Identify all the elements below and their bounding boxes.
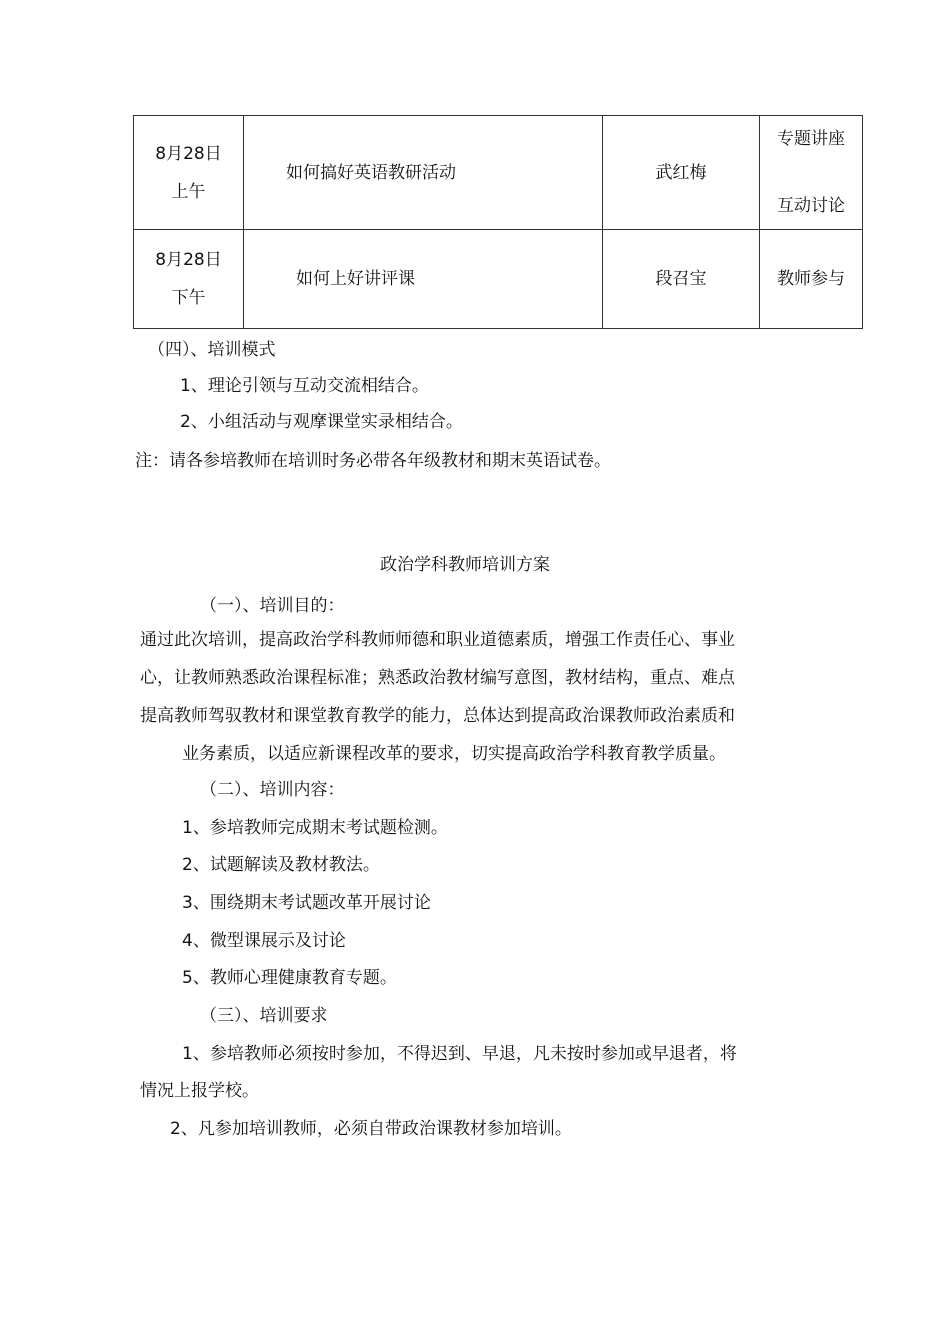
date-line: 8月28日 [155, 250, 222, 270]
content-heading: （二）、培训内容： [200, 780, 345, 800]
content-item: 1、参培教师完成期末考试题检测。 [182, 818, 448, 838]
content-item: 5、教师心理健康教育专题。 [182, 968, 397, 988]
goal-line: 提高教师驾驭教材和课堂教育教学的能力，总体达到提高政治课教师政治素质和 [140, 706, 735, 726]
topic-cell: 如何上好讲评课 [244, 230, 603, 329]
content-item: 2、试题解读及教材教法。 [182, 855, 380, 875]
topic-cell: 如何搞好英语教研活动 [244, 116, 603, 230]
mode-item: 1、理论引领与互动交流相结合。 [180, 376, 429, 396]
date-line: 8月28日 [155, 143, 222, 164]
format-line: 互动讨论 [777, 196, 845, 216]
note-text: 注：请各参培教师在培训时务必带各年级教材和期末英语试卷。 [135, 451, 611, 471]
goal-line: 通过此次培训，提高政治学科教师师德和职业道德素质，增强工作责任心、事业 [140, 630, 735, 650]
time-of-day: 下午 [171, 288, 206, 308]
mode-heading: （四）、培训模式 [148, 340, 276, 360]
time-of-day: 上午 [171, 181, 206, 202]
format-cell [760, 116, 863, 230]
requirement-heading: （三）、培训要求 [200, 1006, 328, 1026]
format-cell: 教师参与 [760, 230, 863, 329]
section-title: 政治学科教师培训方案 [380, 555, 550, 575]
goal-line: 心，让教师熟悉政治课程标准；熟悉政治教材编写意图，教材结构，重点、难点 [140, 668, 735, 688]
training-schedule-table [133, 115, 863, 329]
date-cell [134, 116, 244, 230]
mode-item: 2、小组活动与观摩课堂实录相结合。 [180, 412, 463, 432]
requirement-item-continued: 情况上报学校。 [140, 1081, 259, 1101]
table-row [134, 230, 863, 329]
goal-line: 业务素质，以适应新课程改革的要求，切实提高政治学科教育教学质量。 [182, 744, 726, 764]
content-item: 3、围绕期末考试题改革开展讨论 [182, 893, 431, 913]
requirement-item: 2、凡参加培训教师，必须自带政治课教材参加培训。 [170, 1119, 572, 1139]
table-row [134, 116, 863, 230]
content-item: 4、微型课展示及讨论 [182, 931, 346, 951]
requirement-item: 1、参培教师必须按时参加，不得迟到、早退，凡未按时参加或早退者，将 [182, 1044, 737, 1064]
date-cell [134, 230, 244, 329]
speaker-cell: 段召宝 [603, 230, 760, 329]
format-line: 专题讲座 [777, 129, 845, 149]
goal-heading: （一）、培训目的： [200, 596, 345, 616]
speaker-cell: 武红梅 [603, 116, 760, 230]
